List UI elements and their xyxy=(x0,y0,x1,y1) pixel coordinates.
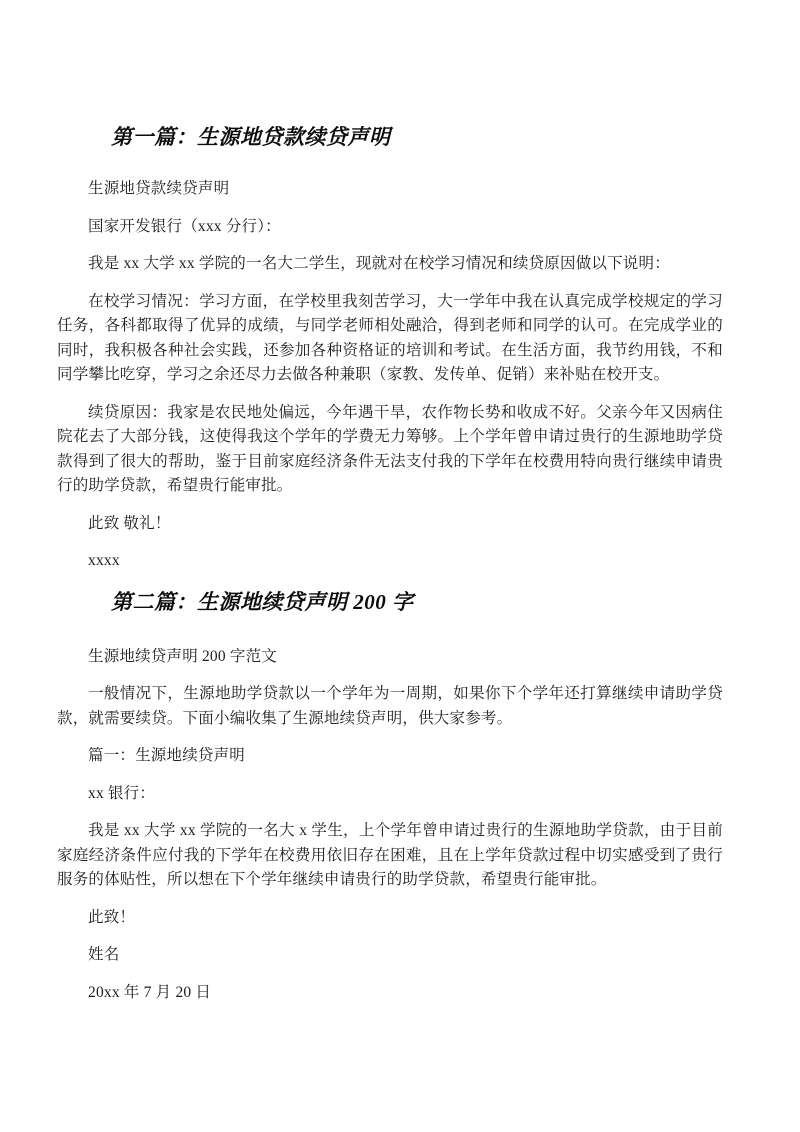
closing-salutation: 此致！ xyxy=(88,908,136,926)
section-1-heading: 第一篇：生源地贷款续贷声明 xyxy=(111,125,391,149)
paragraph: 我是 xx 大学 xx 学院的一名大二学生，现就对在校学习情况和续贷原因做以下说明： xyxy=(88,255,670,272)
paragraph: 生源地贷款续贷声明 xyxy=(88,180,230,197)
signature-name: 姓名 xyxy=(88,946,120,963)
paragraph: 续贷原因：我家是农民地处偏远，今年遇干旱，农作物长势和收成不好。父亲今年又因病住院花去了大部分钱，这使得我这个学年的学费无力筹够。上个学年曾申请过贵行的生源地助学贷款得到了很大的帮助，鉴于目前家庭经济条件无法支付我的下学年在校费用特向贵行继续申请贵行的助学贷款，希望贵行能审批。 xyxy=(57,403,723,494)
paragraph: 生源地续贷声明 200 字范文 xyxy=(88,647,278,665)
paragraph: 在校学习情况：学习方面，在学校里我刻苦学习，大一学年中我在认真完成学校规定的学习任务，各科都取得了优异的成绩，与同学老师相处融洽，得到老师和同学的认可。在完成学业的同时，我积极各种社会实践，还参加各种资格证的培训和考试。在生活方面，我节约用钱，不和同学攀比吃穿，学习之余还尽力去做各种兼职（家教、发传单、促销）来补贴在校开支。 xyxy=(57,292,723,383)
closing-salutation: 此致 敬礼！ xyxy=(88,514,171,532)
document-page xyxy=(57,0,723,1018)
paragraph: 一般情况下，生源地助学贷款以一个学年为一周期，如果你下个学年还打算继续申请助学贷款，就需要续贷。下面小编收集了生源地续贷声明，供大家参考。 xyxy=(57,685,723,727)
signature-placeholder: xxxx xyxy=(88,552,120,569)
signature-date: 20xx 年 7 月 20 日 xyxy=(88,983,212,1001)
paragraph: xx 银行： xyxy=(88,784,156,802)
paragraph: 我是 xx 大学 xx 学院的一名大 x 学生，上个学年曾申请过贵行的生源地助学贷款，由于目前家庭经济条件应付我的下学年在校费用依旧存在困难，且在上学年贷款过程中切实感受到了贵行服务的体贴性，所以想在下个学年继续申请贵行的助学贷款，希望贵行能审批。 xyxy=(57,822,723,888)
section-2-heading: 第二篇：生源地续贷声明 200 字 xyxy=(111,589,414,614)
paragraph: 篇一：生源地续贷声明 xyxy=(88,747,246,764)
paragraph: 国家开发银行（xxx 分行）： xyxy=(88,217,281,235)
